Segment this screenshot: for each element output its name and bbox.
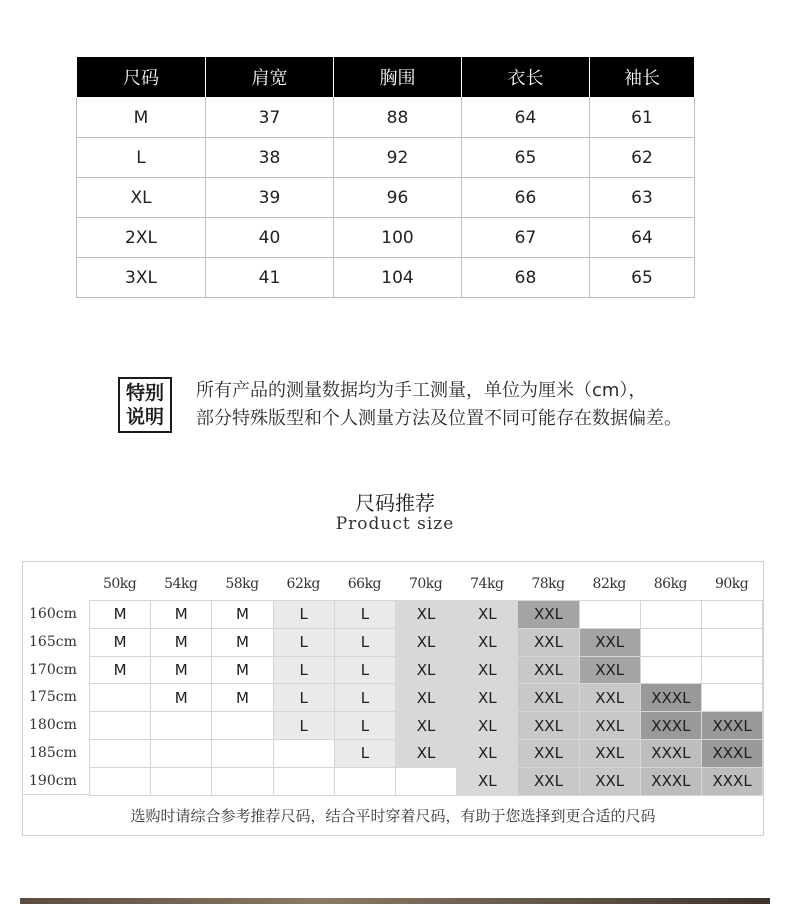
table-cell: 92: [334, 138, 462, 178]
size-cell: [211, 711, 273, 740]
recommend-subtitle: Product size: [335, 514, 455, 534]
size-cell: [701, 600, 763, 629]
table-cell: 63: [590, 178, 695, 218]
table-row: [77, 178, 695, 218]
special-note-text: [196, 377, 682, 433]
bottom-image-strip: [20, 898, 770, 904]
table-cell: L: [77, 138, 206, 178]
header-chest: 胸围: [334, 57, 462, 98]
size-cell: XXL: [579, 739, 641, 768]
table-header-row: [77, 57, 695, 98]
size-cell: XXL: [517, 711, 579, 740]
size-cell: L: [334, 600, 396, 629]
table-row: [77, 258, 695, 298]
size-cell: XXL: [579, 628, 641, 657]
size-cell: L: [334, 683, 396, 712]
size-cell: XL: [395, 683, 457, 712]
weight-label: 74kg: [470, 576, 504, 592]
size-cell: L: [334, 656, 396, 685]
note-line: 部分特殊版型和个人测量方法及位置不同可能存在数据偏差。: [196, 408, 682, 429]
size-cell: XXL: [579, 711, 641, 740]
size-cell: XXL: [517, 683, 579, 712]
height-label: 185cm: [29, 745, 77, 761]
size-cell: [273, 739, 335, 768]
header-length: 衣长: [462, 57, 590, 98]
size-cell: XXXL: [640, 767, 702, 796]
table-row: [77, 218, 695, 258]
size-cell: M: [89, 600, 151, 629]
size-cell: M: [89, 628, 151, 657]
size-cell: XXL: [579, 656, 641, 685]
table-row: [77, 98, 695, 138]
table-cell: 38: [206, 138, 334, 178]
height-label: 160cm: [29, 606, 77, 622]
special-note-badge: [118, 377, 172, 433]
table-cell: 64: [462, 98, 590, 138]
size-cell: L: [273, 683, 335, 712]
size-cell: XL: [395, 739, 457, 768]
table-cell: 61: [590, 98, 695, 138]
table-cell: 41: [206, 258, 334, 298]
size-cell: L: [334, 628, 396, 657]
size-measurement-table: [76, 56, 695, 298]
table-cell: 37: [206, 98, 334, 138]
size-cell: XXL: [517, 600, 579, 629]
weight-label: 90kg: [714, 576, 749, 592]
weight-label: 78kg: [531, 576, 565, 592]
weight-label: 58kg: [225, 576, 259, 592]
table-cell: 64: [590, 218, 695, 258]
table-cell: 40: [206, 218, 334, 258]
size-cell: XL: [456, 683, 518, 712]
height-label: 170cm: [29, 661, 77, 678]
size-cell: XL: [395, 656, 457, 685]
size-cell: [640, 628, 702, 657]
size-cell: XXXL: [701, 767, 763, 796]
height-label: 175cm: [29, 689, 77, 706]
size-cell: L: [273, 711, 335, 740]
table-cell: 65: [590, 258, 695, 298]
size-cell: [640, 656, 702, 685]
weight-label: 54kg: [164, 576, 198, 592]
size-cell: M: [150, 656, 212, 685]
size-cell: XXXL: [701, 711, 763, 740]
size-cell: XXL: [579, 683, 641, 712]
table-cell: 67: [462, 218, 590, 258]
size-cell: M: [211, 683, 273, 712]
size-cell: M: [150, 600, 212, 629]
size-cell: XL: [395, 600, 457, 629]
weight-label: 82kg: [592, 576, 626, 592]
size-cell: XL: [456, 628, 518, 657]
size-cell: XXXL: [640, 683, 702, 712]
note-line: 所有产品的测量数据均为手工测量，单位为厘米（cm），: [196, 380, 647, 401]
table-cell: 65: [462, 138, 590, 178]
size-cell: [211, 767, 273, 796]
size-cell: XL: [395, 628, 457, 657]
table-cell: 3XL: [77, 258, 206, 298]
size-cell: [640, 600, 702, 629]
header-size: 尺码: [77, 57, 206, 98]
size-cell: XXXL: [640, 711, 702, 740]
size-cell: [701, 683, 763, 712]
table-cell: 39: [206, 178, 334, 218]
height-label: 180cm: [29, 717, 77, 734]
size-cell: [211, 739, 273, 768]
table-cell: 66: [462, 178, 590, 218]
size-cell: XXXL: [701, 739, 763, 768]
weight-label: 70kg: [408, 576, 443, 592]
size-cell: XL: [456, 600, 518, 629]
size-cell: L: [334, 739, 396, 768]
size-cell: [334, 767, 396, 796]
size-cell: XL: [456, 767, 518, 796]
size-cell: [579, 600, 641, 629]
size-cell: [150, 711, 212, 740]
size-cell: XL: [456, 711, 518, 740]
table-cell: 104: [334, 258, 462, 298]
size-cell: [150, 767, 212, 796]
size-cell: [273, 767, 335, 796]
header-shoulder: 肩宽: [206, 57, 334, 98]
weight-label: 66kg: [347, 576, 382, 592]
badge-line: 特别: [125, 382, 164, 404]
size-cell: XXL: [517, 656, 579, 685]
size-recommendation-grid: [22, 561, 764, 836]
size-cell: XXL: [579, 767, 641, 796]
size-cell: M: [150, 628, 212, 657]
size-cell: [89, 683, 151, 712]
size-cell: [701, 628, 763, 657]
height-label: 165cm: [29, 633, 77, 650]
recommend-footer-note: 选购时请综合参考推荐尺码，结合平时穿着尺码，有助于您选择到更合适的尺码: [23, 794, 763, 837]
size-cell: M: [150, 683, 212, 712]
weight-label: 50kg: [102, 576, 137, 592]
size-cell: [395, 767, 457, 796]
table-cell: M: [77, 98, 206, 138]
table-cell: 100: [334, 218, 462, 258]
size-cell: [150, 739, 212, 768]
header-sleeve: 袖长: [590, 57, 695, 98]
table-cell: 96: [334, 178, 462, 218]
size-cell: [89, 711, 151, 740]
table-cell: 88: [334, 98, 462, 138]
size-cell: M: [89, 656, 151, 685]
size-cell: XXL: [517, 767, 579, 796]
recommend-title: 尺码推荐: [355, 491, 435, 515]
size-cell: L: [334, 711, 396, 740]
size-cell: L: [273, 628, 335, 657]
size-cell: [89, 767, 151, 796]
size-cell: XL: [395, 711, 457, 740]
height-label: 190cm: [29, 772, 77, 789]
badge-line: 说明: [125, 406, 164, 428]
size-cell: XL: [456, 656, 518, 685]
table-cell: 2XL: [77, 218, 206, 258]
table-cell: 68: [462, 258, 590, 298]
table-row: [77, 138, 695, 178]
size-cell: L: [273, 656, 335, 685]
size-cell: [89, 739, 151, 768]
table-cell: XL: [77, 178, 206, 218]
size-cell: M: [211, 600, 273, 629]
weight-label: 62kg: [286, 576, 320, 592]
size-cell: M: [211, 656, 273, 685]
size-cell: XXL: [517, 628, 579, 657]
weight-label: 86kg: [653, 576, 688, 592]
size-cell: XXXL: [640, 739, 702, 768]
size-cell: XXL: [517, 739, 579, 768]
table-cell: 62: [590, 138, 695, 178]
size-cell: XL: [456, 739, 518, 768]
size-cell: L: [273, 600, 335, 629]
size-cell: [701, 656, 763, 685]
size-cell: M: [211, 628, 273, 657]
